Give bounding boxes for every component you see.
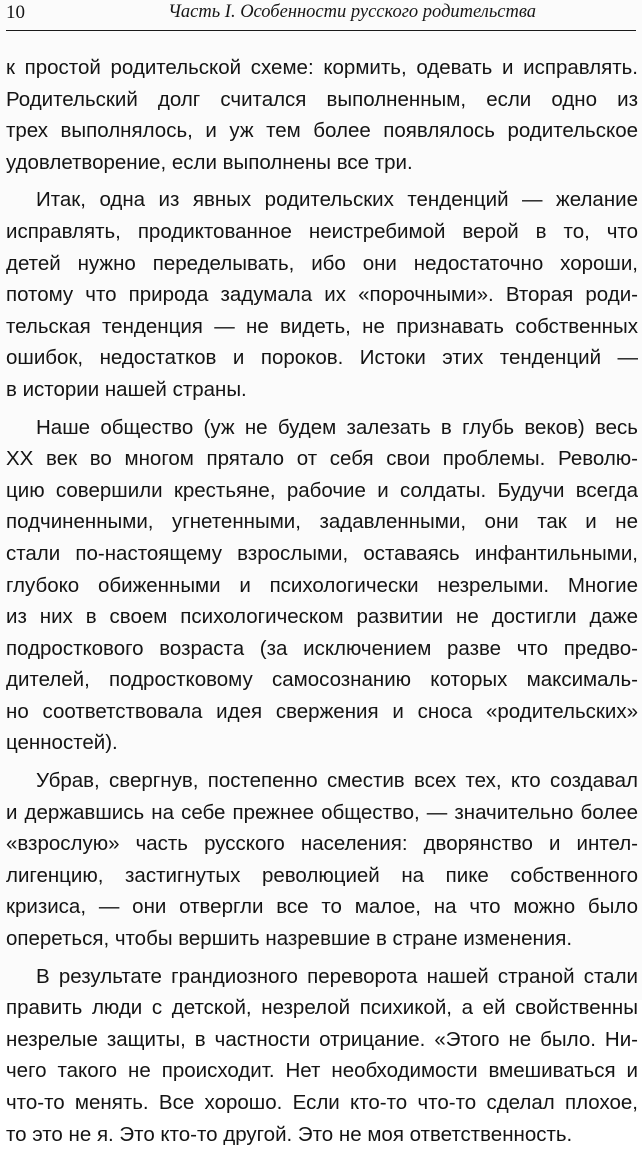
text-line: удовлетворение, если выполнены все три. [6, 150, 413, 174]
paragraph [6, 184, 638, 405]
text-line: кризиса, — они отвергли все то малое, на что можно было [6, 895, 638, 919]
text-line: но соответствовала идея свержения и сноса «родительских» [6, 699, 638, 723]
text-line: тельская тенденция — не видеть, не признавать собственных [6, 314, 638, 338]
text-line: править люди с детской, незрелой психикой, а ей свойственны [6, 996, 638, 1020]
text-line: подросткового возраста (за исключением разве что предво- [6, 636, 638, 660]
text-line: ошибок, недостатков и пороков. Истоки этих тенденций — [6, 346, 638, 370]
text-line: ценностей). [6, 731, 118, 755]
running-header [6, 0, 636, 31]
text-line: незрелые защиты, в частности отрицание. «Этого не было. Ни- [6, 1027, 638, 1051]
text-line: из них в своем психологическом развитии не достигли даже [6, 605, 638, 629]
text-line: стали по-настоящему взрослыми, оставаясь инфантильными, [6, 541, 638, 565]
text-line: то это не я. Это кто-то другой. Это не моя ответственность. [6, 1122, 573, 1146]
text-line: цию совершили крестьяне, рабочие и солдаты. Будучи всегда [6, 478, 638, 502]
text-line: и державшись на себе прежнее общество, — значительно более [6, 800, 638, 824]
text-line: В результате грандиозного переворота нашей страной стали [36, 964, 638, 988]
text-line: исправлять, продиктованное неистребимой верой в то, что [6, 219, 638, 243]
text-line: Итак, одна из явных родительских тенденций — желание [36, 188, 638, 212]
text-line: что-то менять. Все хорошо. Если кто-то что-то сделал плохое, [6, 1091, 638, 1114]
paragraph [6, 765, 638, 955]
text-line: трех выполнялось, и уж тем более появлялось родительское [6, 119, 638, 143]
paragraph [6, 412, 638, 760]
text-line: дителей, подростковому самосознанию которых максималь- [6, 668, 638, 692]
text-line: детей нужно переделывать, ибо они недостаточно хороши, [6, 251, 638, 275]
text-line: чего такого не происходит. Нет необходимости вмешиваться и [6, 1059, 638, 1083]
paragraph [6, 961, 638, 1150]
text-line: в истории нашей страны. [6, 377, 247, 401]
running-title: Часть I. Особенности русского родительства [168, 2, 536, 22]
text-line: потому что природа задумала их «порочными». Вторая роди- [6, 283, 638, 307]
text-line: Наше общество (уж не будем залезать в глубь веков) весь [36, 415, 638, 439]
paragraph [6, 52, 638, 178]
text-line: XX век во многом прятало от себя свои проблемы. Револю- [6, 447, 638, 471]
text-line: Убрав, свергнув, постепенно сместив всех тех, кто создавал [36, 769, 638, 793]
text-line: к простой родительской схеме: кормить, одевать и исправлять. [6, 56, 638, 79]
body-text [6, 52, 638, 1150]
text-line: лигенцию, застигнутых революцией на пике собственного [6, 863, 638, 887]
text-line: опереться, чтобы вершить назревшие в стране изменения. [6, 927, 573, 951]
text-line: «взрослую» часть русского населения: дворянство и интел- [6, 832, 638, 856]
text-line: глубоко обиженными и психологически незрелыми. Многие [6, 573, 638, 597]
text-line: подчиненными, угнетенными, задавленными, они так и не [6, 510, 638, 534]
text-line: Родительский долг считался выполненным, если одно из [6, 87, 638, 111]
page-number: 10 [6, 2, 25, 23]
